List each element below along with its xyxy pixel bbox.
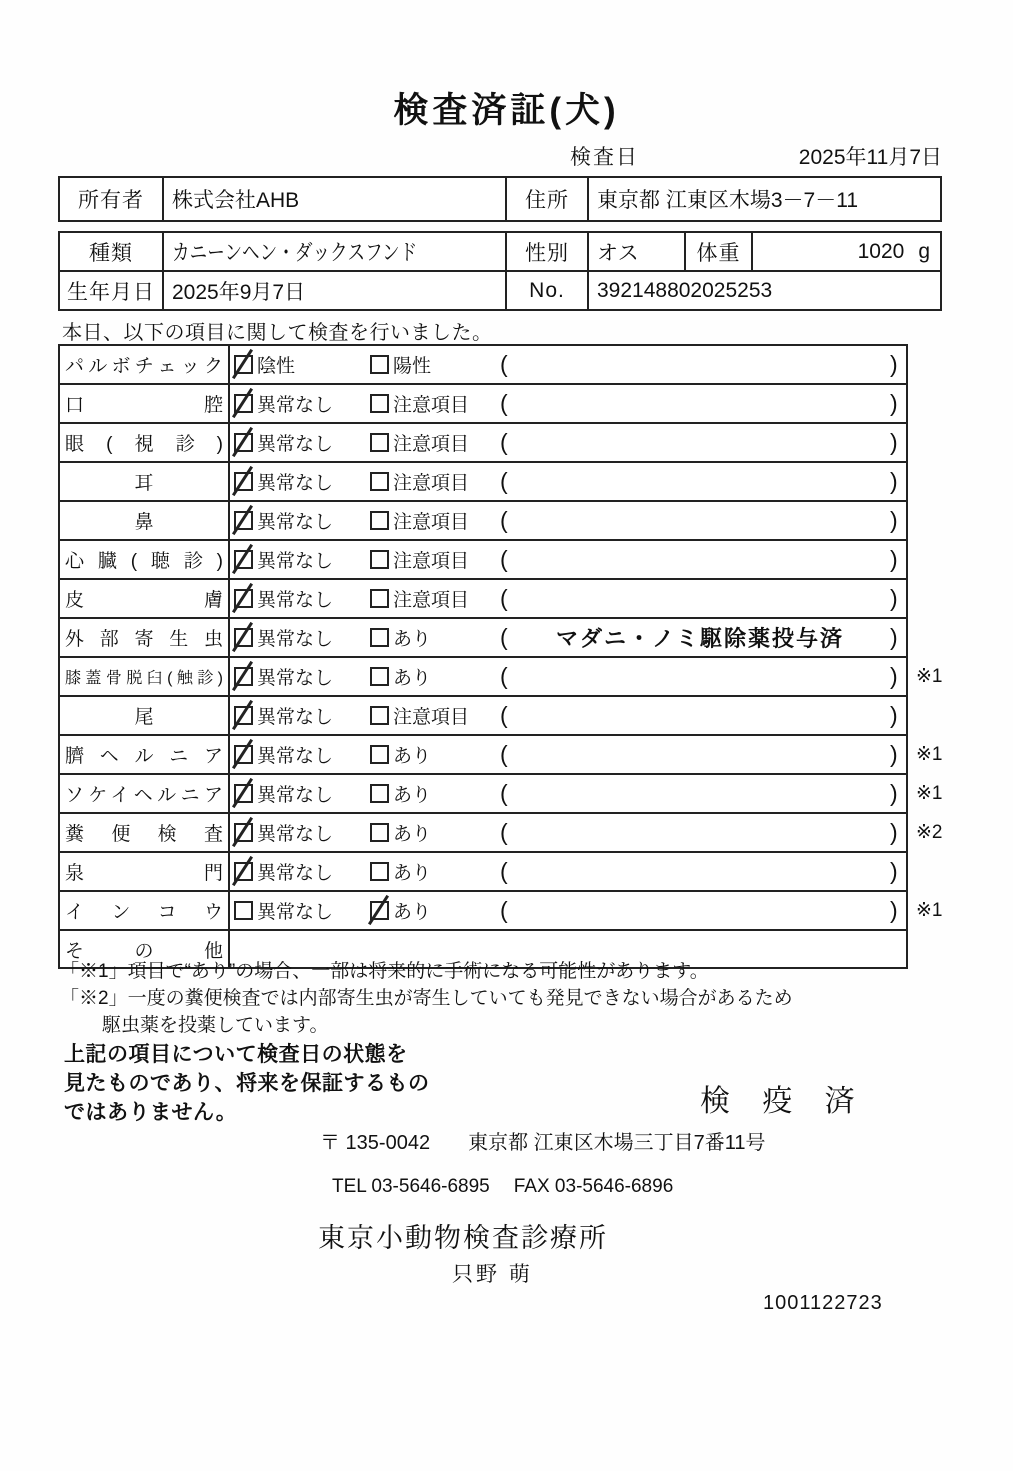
result-note bbox=[515, 853, 885, 890]
checkbox-icon bbox=[234, 706, 253, 725]
option-secondary-label: あり bbox=[393, 785, 432, 806]
checkbox-icon bbox=[370, 784, 389, 803]
paren-close-text: ) bbox=[890, 351, 898, 377]
exam-date-label: 検査日 bbox=[570, 146, 639, 169]
paren-open-text: ( bbox=[500, 702, 508, 728]
result-note bbox=[515, 346, 885, 383]
clinic-address-line bbox=[320, 1126, 766, 1155]
checkbox-icon bbox=[234, 472, 253, 491]
checklist-item-label: 尾 bbox=[60, 697, 230, 734]
checklist-item-label: 膝蓋骨脱臼(触診) bbox=[60, 658, 230, 695]
checkbox-icon bbox=[234, 550, 253, 569]
paren-open-text: ( bbox=[500, 546, 508, 572]
option-primary-label: 異常なし bbox=[257, 863, 334, 884]
disclaimer-line: 見たものであり、将来を保証するもの bbox=[64, 1072, 430, 1095]
checklist-row bbox=[60, 424, 906, 463]
option-primary bbox=[234, 346, 295, 383]
checkbox-icon bbox=[370, 589, 389, 608]
weight-number: 1020 bbox=[857, 239, 905, 263]
animal-table bbox=[58, 231, 942, 311]
checklist-row bbox=[60, 697, 906, 736]
clinic-tel: TEL 03-5646-6895 bbox=[332, 1176, 490, 1197]
paren-open-text: ( bbox=[500, 741, 508, 767]
checklist-row bbox=[60, 502, 906, 541]
option-primary bbox=[234, 463, 333, 500]
checkbox-icon bbox=[370, 745, 389, 764]
checkbox-icon bbox=[370, 394, 389, 413]
option-primary-label: 異常なし bbox=[257, 824, 334, 845]
option-primary-label: 異常なし bbox=[257, 629, 334, 650]
option-secondary bbox=[370, 463, 469, 500]
clinic-tel-line bbox=[332, 1176, 673, 1198]
option-primary-label: 異常なし bbox=[257, 512, 334, 533]
result-note bbox=[515, 463, 885, 500]
option-primary bbox=[234, 541, 333, 578]
checklist-row bbox=[60, 736, 943, 775]
checkbox-icon bbox=[370, 628, 389, 647]
option-secondary-label: あり bbox=[393, 746, 432, 767]
option-primary-label: 異常なし bbox=[257, 551, 334, 572]
paren-open-text: ( bbox=[500, 351, 508, 377]
checkbox-icon bbox=[370, 706, 389, 725]
footnote-ref: ※1 bbox=[916, 900, 943, 921]
clinic-fax: FAX 03-5646-6896 bbox=[513, 1176, 674, 1197]
result-note bbox=[515, 385, 885, 422]
paren-open-text: ( bbox=[500, 819, 508, 845]
result-note: マダニ・ノミ駆除薬投与済 bbox=[555, 626, 844, 651]
option-secondary-label: 陽性 bbox=[393, 356, 432, 377]
paren-open-text: ( bbox=[500, 858, 508, 884]
disclaimer-line: ではありません。 bbox=[64, 1101, 238, 1124]
checklist-item-label: その他 bbox=[60, 931, 230, 967]
paren-close-text: ) bbox=[890, 429, 898, 455]
option-primary-label: 異常なし bbox=[257, 395, 334, 416]
checklist-item-label: ソケイヘルニア bbox=[60, 775, 230, 812]
checklist-row bbox=[60, 853, 906, 892]
checkbox-icon bbox=[234, 667, 253, 686]
checklist-row bbox=[60, 775, 943, 814]
owner-label: 所有者 bbox=[60, 178, 164, 220]
paren-open-text: ( bbox=[500, 663, 508, 689]
checklist-item-label: 臍ヘルニア bbox=[60, 736, 230, 773]
footnote-ref: ※2 bbox=[916, 822, 943, 843]
birth-label: 生年月日 bbox=[60, 272, 164, 309]
option-secondary-label: 注意項目 bbox=[393, 473, 470, 494]
option-secondary-label: 注意項目 bbox=[393, 590, 470, 611]
clinic-address: 東京都 江東区木場三丁目7番11号 bbox=[468, 1132, 766, 1154]
option-secondary bbox=[370, 775, 431, 812]
sex-value: オス bbox=[589, 233, 686, 270]
checklist-item-label: 外部寄生虫 bbox=[60, 619, 230, 656]
quarantine-stamp: 検 疫 済 bbox=[700, 1085, 867, 1118]
result-note bbox=[515, 502, 885, 539]
paren-open-text: ( bbox=[500, 780, 508, 806]
checklist-item-label: パルボチェック bbox=[60, 346, 230, 383]
option-primary bbox=[234, 385, 333, 422]
option-primary bbox=[234, 736, 333, 773]
footnote-ref: ※1 bbox=[916, 666, 943, 687]
paren-open-text: ( bbox=[500, 429, 508, 455]
paren-close-text: ) bbox=[890, 585, 898, 611]
disclaimer-line: 上記の項目について検査日の状態を bbox=[64, 1043, 408, 1066]
checkbox-icon bbox=[370, 511, 389, 530]
footnotes bbox=[60, 958, 793, 1039]
result-note bbox=[515, 892, 885, 929]
paren-close-text: ) bbox=[890, 624, 898, 650]
checkbox-icon bbox=[370, 355, 389, 374]
option-secondary-label: 注意項目 bbox=[393, 434, 470, 455]
examiner-name: 只野 萌 bbox=[452, 1263, 533, 1286]
exam-date-value: 2025年11月7日 bbox=[798, 146, 942, 169]
result-note bbox=[515, 697, 885, 734]
checklist-item-label: 皮膚 bbox=[60, 580, 230, 617]
option-primary-label: 異常なし bbox=[257, 590, 334, 611]
footnote-ref: ※1 bbox=[916, 744, 943, 765]
option-primary-label: 異常なし bbox=[257, 473, 334, 494]
paren-open-text: ( bbox=[500, 507, 508, 533]
owner-value: 株式会社AHB bbox=[164, 178, 507, 220]
checklist-row bbox=[60, 541, 906, 580]
option-secondary bbox=[370, 580, 469, 617]
clinic-name: 東京小動物検査診療所 bbox=[318, 1223, 608, 1253]
address-label: 住所 bbox=[507, 178, 589, 220]
footnote-line: 「※2」一度の糞便検査では内部寄生虫が寄生していても発見できない場合があるため bbox=[60, 988, 793, 1009]
checklist-item-label: 糞便検査 bbox=[60, 814, 230, 851]
paren-close-text: ) bbox=[890, 507, 898, 533]
option-secondary-label: あり bbox=[393, 863, 432, 884]
paren-open-text: ( bbox=[500, 585, 508, 611]
option-primary bbox=[234, 424, 333, 461]
option-secondary-label: 注意項目 bbox=[393, 707, 470, 728]
checkbox-icon bbox=[370, 901, 389, 920]
option-secondary-label: あり bbox=[393, 629, 432, 650]
checkbox-icon bbox=[370, 433, 389, 452]
option-secondary bbox=[370, 502, 469, 539]
paren-close-text: ) bbox=[890, 468, 898, 494]
option-secondary bbox=[370, 385, 469, 422]
checkbox-icon bbox=[234, 745, 253, 764]
checkbox-icon bbox=[370, 472, 389, 491]
paren-close-text: ) bbox=[890, 546, 898, 572]
paren-close-text: ) bbox=[890, 897, 898, 923]
checklist-row bbox=[60, 346, 906, 385]
option-secondary-label: 注意項目 bbox=[393, 512, 470, 533]
breed-label: 種類 bbox=[60, 233, 164, 270]
weight-value bbox=[753, 233, 940, 270]
checklist-row bbox=[60, 814, 943, 853]
weight-unit: g bbox=[918, 239, 930, 263]
result-note bbox=[515, 580, 885, 617]
checkbox-icon bbox=[234, 901, 253, 920]
checklist-row bbox=[60, 619, 906, 658]
option-primary bbox=[234, 619, 333, 656]
option-secondary-label: あり bbox=[393, 824, 432, 845]
weight-label: 体重 bbox=[686, 233, 753, 270]
option-primary-label: 異常なし bbox=[257, 902, 334, 923]
checkbox-icon bbox=[370, 667, 389, 686]
breed-value bbox=[164, 233, 507, 270]
option-secondary bbox=[370, 853, 431, 890]
option-secondary bbox=[370, 424, 469, 461]
clinic-postal: 〒 135-0042 bbox=[320, 1132, 431, 1154]
option-primary-label: 異常なし bbox=[257, 785, 334, 806]
checklist-row bbox=[60, 658, 943, 697]
checklist-item-label: 眼(視診) bbox=[60, 424, 230, 461]
no-label: No. bbox=[507, 272, 589, 309]
checklist-row bbox=[60, 580, 906, 619]
address-value: 東京都 江東区木場3－7－11 bbox=[597, 189, 858, 212]
page-title: 検査済証(犬) bbox=[393, 91, 620, 130]
option-secondary bbox=[370, 697, 469, 734]
paren-close-text: ) bbox=[890, 741, 898, 767]
option-primary bbox=[234, 853, 333, 890]
checklist-row bbox=[60, 463, 906, 502]
checkbox-icon bbox=[370, 823, 389, 842]
footnote-line: 駆虫薬を投薬しています。 bbox=[102, 1015, 329, 1036]
option-secondary-label: 注意項目 bbox=[393, 551, 470, 572]
option-primary bbox=[234, 697, 333, 734]
disclaimer bbox=[64, 1040, 430, 1127]
paren-close-text: ) bbox=[890, 702, 898, 728]
document-number: 1001122723 bbox=[763, 1292, 883, 1314]
paren-open-text: ( bbox=[500, 468, 508, 494]
checklist-item-label: 口腔 bbox=[60, 385, 230, 422]
footnote-line: 「※1」項目で“あり”の場合、一部は将来的に手術になる可能性があります。 bbox=[60, 961, 709, 982]
option-secondary bbox=[370, 892, 431, 929]
breed-text: カニーンヘン・ダックスフンド bbox=[172, 240, 418, 265]
option-primary-label: 陰性 bbox=[257, 356, 296, 377]
option-secondary bbox=[370, 346, 431, 383]
option-secondary-label: あり bbox=[393, 902, 432, 923]
checklist-intro: 本日、以下の項目に関して検査を行いました。 bbox=[62, 322, 493, 344]
paren-close-text: ) bbox=[890, 819, 898, 845]
checkbox-icon bbox=[234, 862, 253, 881]
checkbox-icon bbox=[234, 511, 253, 530]
option-secondary-label: 注意項目 bbox=[393, 395, 470, 416]
checklist-row bbox=[60, 892, 943, 931]
checklist-item-label: 泉門 bbox=[60, 853, 230, 890]
checklist-item-label: 鼻 bbox=[60, 502, 230, 539]
option-primary bbox=[234, 814, 333, 851]
result-note bbox=[515, 736, 885, 773]
sex-label: 性別 bbox=[507, 233, 589, 270]
paren-close-text: ) bbox=[890, 858, 898, 884]
result-note bbox=[515, 424, 885, 461]
owner-table bbox=[58, 176, 942, 222]
option-primary-label: 異常なし bbox=[257, 668, 334, 689]
option-secondary-label: あり bbox=[393, 668, 432, 689]
option-secondary bbox=[370, 619, 431, 656]
paren-close-text: ) bbox=[890, 663, 898, 689]
paren-open-text: ( bbox=[500, 624, 508, 650]
option-primary-label: 異常なし bbox=[257, 746, 334, 767]
checkbox-icon bbox=[370, 550, 389, 569]
checklist-item-label: 心臓(聴診) bbox=[60, 541, 230, 578]
option-secondary bbox=[370, 736, 431, 773]
paren-open-text: ( bbox=[500, 897, 508, 923]
checklist-item-label: インコウ bbox=[60, 892, 230, 929]
option-primary bbox=[234, 892, 333, 929]
option-secondary bbox=[370, 658, 431, 695]
result-note bbox=[515, 775, 885, 812]
no-value: 392148802025253 bbox=[597, 278, 773, 302]
paren-close-text: ) bbox=[890, 390, 898, 416]
checklist-row bbox=[60, 385, 906, 424]
option-primary bbox=[234, 502, 333, 539]
checklist-item-label: 耳 bbox=[60, 463, 230, 500]
checkbox-icon bbox=[234, 433, 253, 452]
result-note bbox=[515, 814, 885, 851]
checkbox-icon bbox=[234, 394, 253, 413]
checkbox-icon bbox=[234, 355, 253, 374]
checklist-table bbox=[58, 344, 943, 969]
option-secondary bbox=[370, 814, 431, 851]
checkbox-icon bbox=[234, 823, 253, 842]
checkbox-icon bbox=[234, 784, 253, 803]
result-note bbox=[515, 658, 885, 695]
paren-close-text: ) bbox=[890, 780, 898, 806]
option-primary bbox=[234, 775, 333, 812]
option-primary-label: 異常なし bbox=[257, 434, 334, 455]
option-primary bbox=[234, 658, 333, 695]
birth-value: 2025年9月7日 bbox=[164, 272, 507, 309]
option-primary-label: 異常なし bbox=[257, 707, 334, 728]
checkbox-icon bbox=[234, 628, 253, 647]
footnote-ref: ※1 bbox=[916, 783, 943, 804]
option-secondary bbox=[370, 541, 469, 578]
checkbox-icon bbox=[234, 589, 253, 608]
result-note bbox=[515, 541, 885, 578]
option-primary bbox=[234, 580, 333, 617]
checkbox-icon bbox=[370, 862, 389, 881]
paren-open-text: ( bbox=[500, 390, 508, 416]
